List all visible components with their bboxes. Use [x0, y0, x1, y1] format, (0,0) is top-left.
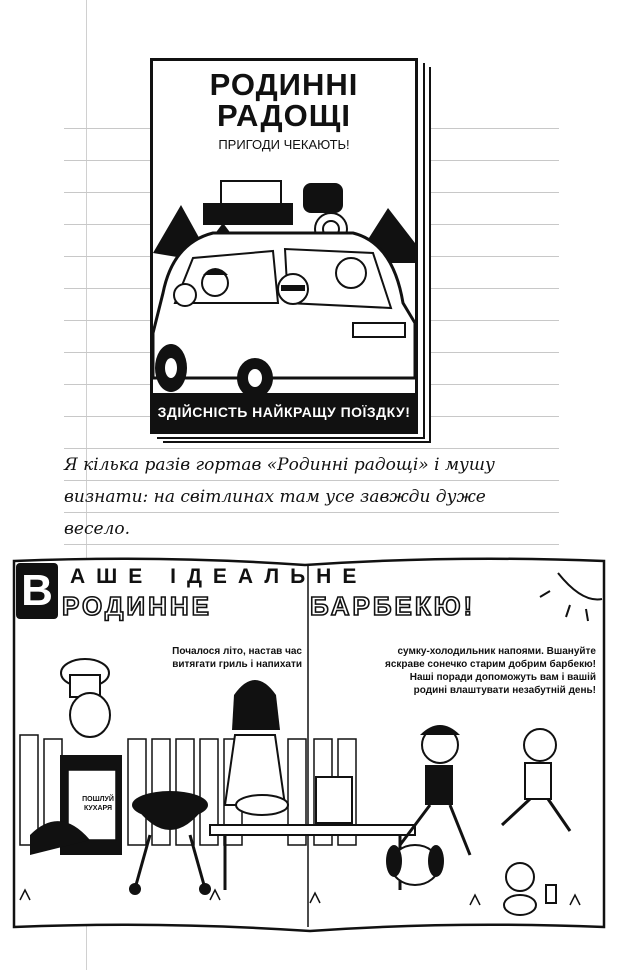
luggage [303, 183, 343, 213]
paragraph-line: родині влаштувати незабутній день! [413, 685, 596, 696]
magazine-spread [10, 555, 608, 933]
paragraph-line: Почалося літо, настав час [172, 646, 302, 657]
magazine-banner: ЗДІЙСНІСТЬ НАЙКРАЩУ ПОЇЗДКУ! [153, 393, 415, 431]
spread-heading-line1: АШЕ ІДЕАЛЬНЕ [70, 565, 368, 588]
right-paragraph [316, 645, 596, 697]
heading-drop-cap: В [16, 563, 58, 619]
handwritten-line: Я кілька разів гортав «Родинні радощі» і мушу [64, 455, 495, 475]
woman-illustration [225, 680, 285, 805]
apron-line: ПОШЛУЙ [82, 796, 114, 803]
magazine-subtitle: ПРИГОДИ ЧЕКАЮТЬ! [218, 137, 350, 152]
magazine-title-line1: РОДИННІ [209, 67, 359, 102]
handwritten-line: визнати: на світлинах там усе завжди дуже [64, 487, 486, 507]
luggage [203, 203, 293, 225]
spread-heading-right: БАРБЕКЮ! [310, 591, 476, 621]
spread-heading-left: РОДИННЕ [62, 591, 212, 621]
apron-text [76, 795, 120, 813]
magazine-cover [150, 58, 418, 434]
paragraph-line: сумку-холодильник напоями. Вшануйте [397, 646, 596, 657]
handwritten-line: весело. [64, 519, 130, 539]
magazine-title-line2: РАДОЩІ [217, 98, 351, 133]
father-head [336, 258, 366, 288]
paragraph-line: витягати гриль і напихати [172, 659, 302, 670]
paragraph-line: яскраве сонечко старим добрим барбекю! [385, 659, 596, 670]
dog-head [174, 284, 196, 306]
paragraph-line: Наші поради допоможуть вам і вашій [409, 672, 596, 683]
car-illustration [153, 163, 415, 395]
handwritten-note [64, 449, 524, 545]
magazine-title [153, 69, 415, 131]
apron-line: КУХАРЯ [83, 805, 113, 812]
left-paragraph [122, 645, 302, 671]
